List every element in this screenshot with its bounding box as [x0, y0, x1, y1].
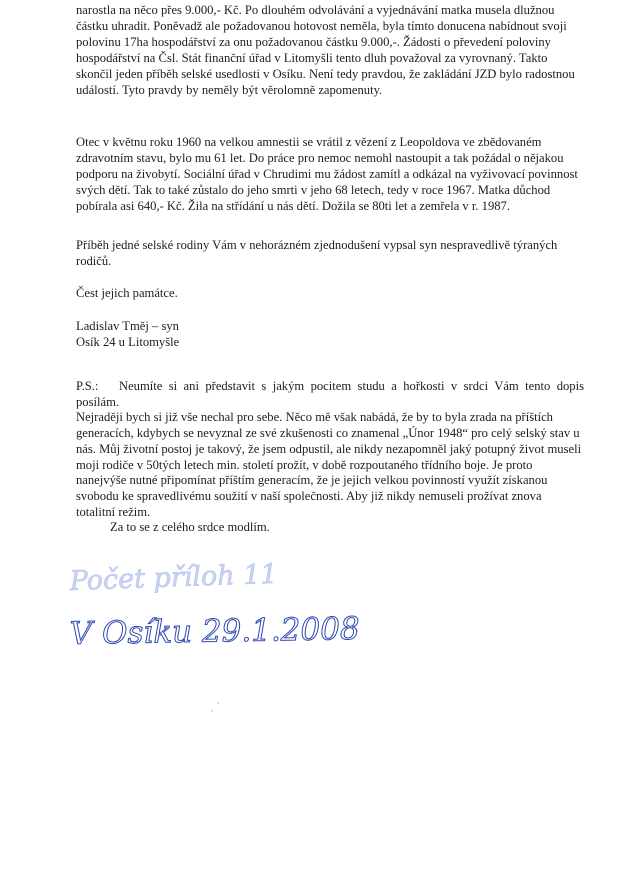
paragraph-farm-debt: [76, 3, 584, 98]
postscript-label: P.S.:: [76, 379, 99, 393]
tribute-line: Čest jejich památce.: [76, 286, 178, 300]
text-line: nanejvýše nutné připomínat příštím generacím, že je jejich velkou povinností využít získanou: [76, 473, 548, 488]
text-line: Otec v květnu roku 1960 na velkou amnestii se vrátil z vězení z Leopoldova ve zbědovaném: [76, 135, 542, 149]
text-line: událostí. Tyto pravdy by neměly být věrolomně zapomenuty.: [76, 82, 383, 97]
paper-speck: [217, 702, 219, 704]
postscript: [76, 379, 584, 536]
paper-speck: [211, 710, 212, 711]
signature-name: Ladislav Tměj – syn: [76, 319, 179, 333]
signature-block: [76, 319, 584, 350]
text-line: generacích, kdybych se nevyznal ze své zkušenosti co znamenal „Únor 1948“ pro celý selský stav u: [76, 426, 580, 441]
paragraph-family-story: [76, 238, 584, 270]
text-line: částku uhradit. Poněvadž ale požadovanou hotovost neměla, byla tímto donucena nabídnout svoji: [76, 18, 567, 33]
handwritten-attachments-count: Počet příloh 11: [69, 558, 279, 597]
text-line: Nejraději bych si již vše nechal pro sebe. Něco mě však nabádá, že by to byla zrada na příštích: [76, 410, 553, 425]
text-line: zdravotním stavu, bylo mu 61 let. Do práce pro nemoc nemohl nastoupit a tak požádal o nějakou: [76, 150, 564, 165]
text-line: pobírala asi 640,- Kč. Žila na střídání u nás dětí. Dožila se 80ti let a zemřela v r. 1987.: [76, 198, 511, 213]
text-line: podporu na živobytí. Sociální úřad v Chrudimi mu žádost zamítl a odkázal na vyživovací povinnost: [76, 166, 578, 181]
text-line: polovinu 17ha hospodářství za onu požadovanou částku 9.000,-. Žádosti o převedení poloviny: [76, 34, 551, 49]
paragraph-father-return: [76, 135, 584, 215]
text-line: moji rodiče v 50tých letech min. století prožít, v době rozpoutaného třídního boje. Je proto: [76, 457, 533, 472]
text-line: totalitní režim.: [76, 504, 151, 519]
text-line: svobodu ke spravedlivému soužití v naší společnosti. Aby již nikdy nemuseli prožívat znova: [76, 488, 542, 503]
text-line: Příběh jedné selské rodiny Vám v nehorázném zjednodušení vypsal syn nespravedlivě týraných: [76, 238, 558, 252]
text-line: hospodářství na Čsl. Stát finanční úřad v Litomyšli tento dluh považoval za vyrovnaný. Takto: [76, 50, 548, 65]
signature-address: Osík 24 u Litomyšle: [76, 334, 180, 349]
text-line: nás. Můj životní postoj je takový, že jsem odpustil, ale nikdy nezapomněl jaký potupný život museli: [76, 441, 582, 456]
text-line: rodičů.: [76, 253, 112, 268]
postscript-first-line: Neumíte si ani představit s jakým pocitem studu a hořkosti v srdci Vám tento dopis posílám.: [76, 379, 584, 409]
handwritten-place-date: V Osíku 29.1.2008: [69, 610, 360, 652]
text-line: svých dětí. Tak to také zůstalo do jeho smrti v jeho 68 letech, tedy v roce 1967. Matka důchod: [76, 182, 551, 197]
text-line: skončil jeden příběh selské usedlosti v Osíku. Není tedy pravdou, že zakládání JZD bylo radostnou: [76, 66, 575, 81]
text-line: narostla na něco přes 9.000,- Kč. Po dlouhém odvolávání a vyjednávání matka musela dlužnou: [76, 3, 555, 17]
postscript-closing: Za to se z celého srdce modlím.: [110, 520, 270, 535]
